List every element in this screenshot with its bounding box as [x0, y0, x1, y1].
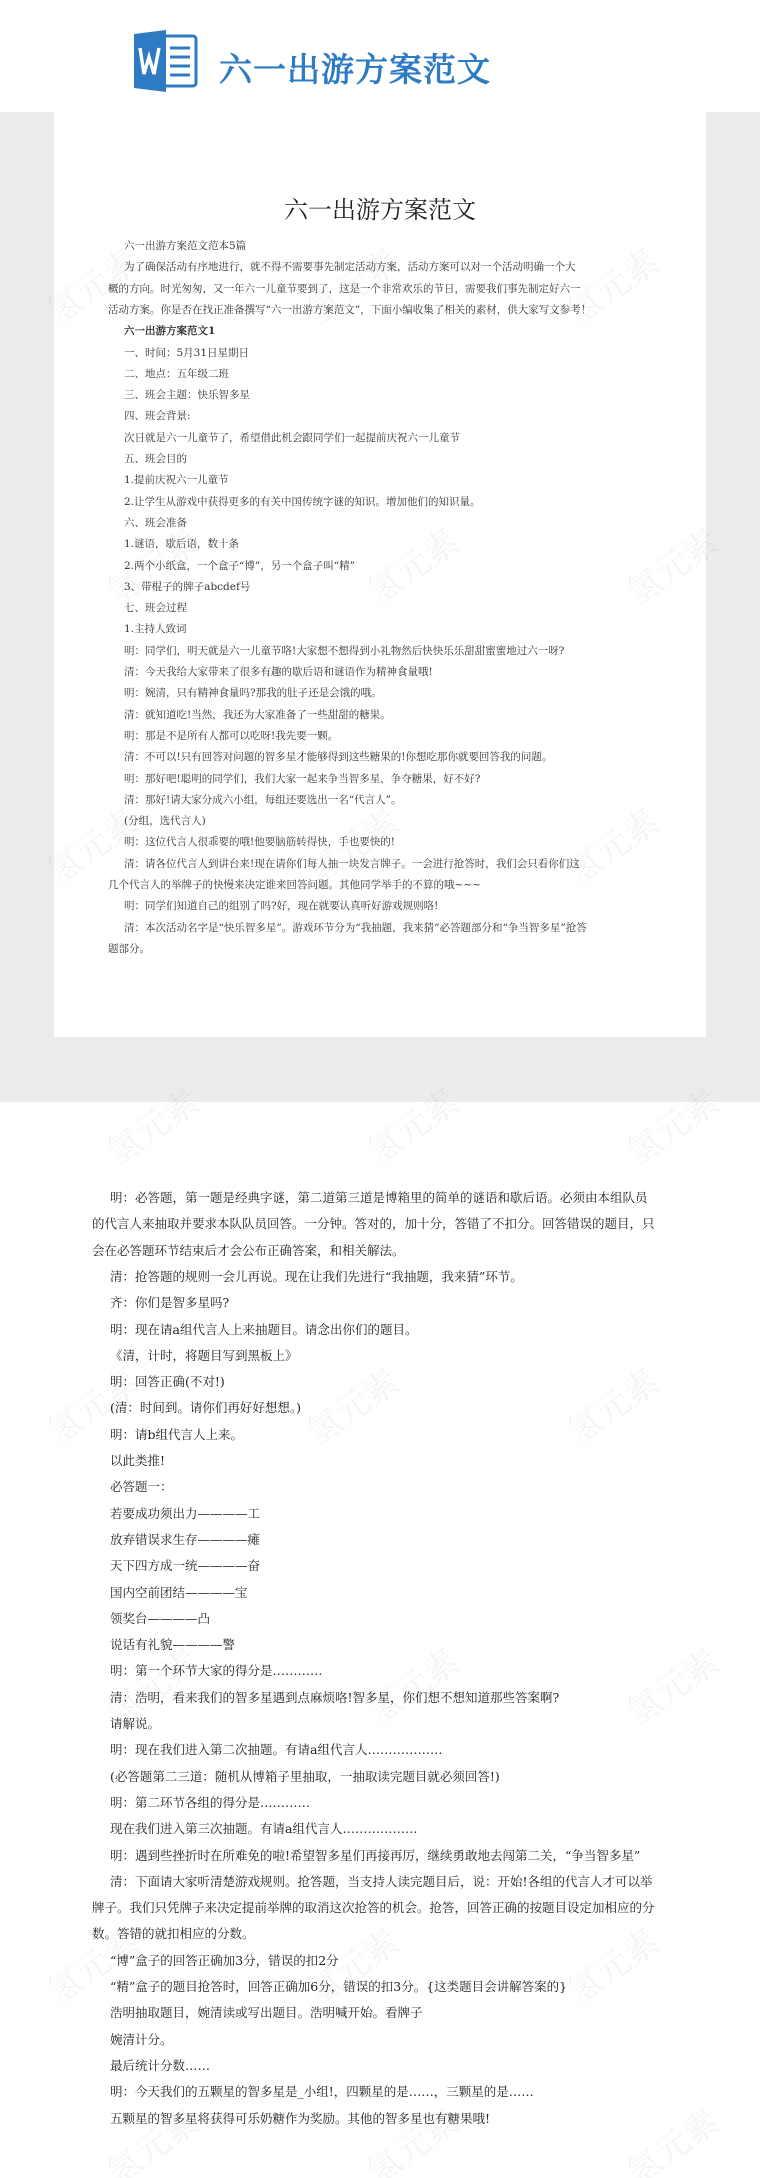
paragraph-line: 六一出游方案范文范本5篇 [124, 240, 247, 252]
paragraph-line: 三、班会主题：快乐智多星 [124, 389, 250, 402]
paragraph-line: 清：就知道吃!当然，我还为大家准备了一些甜甜的糖果。 [124, 708, 391, 721]
paragraph-line: 五、班会目的 [124, 453, 187, 465]
paragraph-line: 明：遇到些挫折时在所难免的啦!希望智多星们再接再厉，继续勇敢地去闯第二关，“争当智多星” [110, 1847, 641, 1863]
paragraph-line: 《清，计时，将题目写到黑板上》 [110, 1347, 298, 1363]
paragraph-line: 领奖台————凸 [110, 1610, 211, 1626]
paragraph-line: 明：必答题，第一题是经典字谜，第二道第三道是博箱里的简单的谜语和歇后语。必须由本组队员 [110, 1190, 648, 1205]
paragraph-line: 次日就是六一儿童节了，希望借此机会跟同学们一起提前庆祝六一儿童节 [124, 431, 460, 444]
paragraph-line: 2.让学生从游戏中获得更多的有关中国传统字谜的知识。增加他们的知识量。 [124, 495, 481, 508]
paragraph-line: 清：请各位代言人到讲台来!现在请你们每人抽一块发言牌子。一会进行抢答时，我们会只看你们这 [124, 857, 580, 870]
watermark-text [295, 1355, 407, 1454]
paragraph-line: 一、时间：5月31日星期日 [124, 346, 250, 359]
paragraph-line: 为了确保活动有序地进行，就不得不需要事先制定活动方案，活动方案可以对一个活动明确一个大 [124, 261, 576, 274]
watermark-text [615, 1635, 727, 1734]
paragraph-line: 明：同学们，明天就是六一儿童节咯!大家想不想得到小礼物然后快快乐乐甜甜蜜蜜地过六一呀? [124, 644, 565, 657]
document-title: 六一出游方案范文 [284, 196, 476, 224]
paragraph-line: 题部分。 [108, 942, 150, 955]
paragraph-line: 清：浩明，看来我们的智多星遇到点麻烦咯!智多星，你们想不想知道那些答案啊? [110, 1689, 560, 1705]
header-title: 六一出游方案范文 [219, 50, 491, 89]
paragraph-line: 数。答错的就扣相应的分数。 [92, 1926, 255, 1942]
paragraph-line: 明：第一个环节大家的得分是………… [110, 1663, 323, 1679]
paragraph-line: 明：那是不是所有人都可以吃呀!我先要一颗。 [124, 729, 339, 742]
watermark-text [615, 2095, 727, 2178]
paragraph-line: 1.主持人致词 [124, 623, 187, 636]
paragraph-line: 现在我们进入第三次抽题。有请a组代言人……………… [110, 1821, 418, 1837]
paragraph-line: (清：时间到。请你们再好好想想。) [110, 1400, 302, 1416]
paragraph-line: 清：本次活动名字是“快乐智多星”。游戏环节分为“我抽题，我来猜”必答题部分和“争当智多星”抢答 [124, 921, 587, 934]
paragraph-line: 齐：你们是智多星吗? [110, 1295, 230, 1311]
watermark-text [555, 1355, 667, 1454]
watermark-text [555, 1915, 667, 2014]
word-document-icon [132, 30, 200, 92]
paragraph-line: 最后统计分数…… [110, 2057, 211, 2073]
header [0, 0, 760, 112]
paragraph-line: “精”盒子的题目抢答时，回答正确加6分，错误的扣3分。{这类题目会讲解答案的} [110, 1979, 568, 1994]
paragraph-line: 明：婉清，只有精神食量吗?那我的肚子还是会饿的哦。 [124, 687, 382, 700]
paragraph-line: 几个代言人的举牌子的快慢来决定谁来回答问题。其他同学举手的不算的哦~~~ [108, 879, 481, 891]
paragraph-line: 婉清计分。 [110, 2031, 173, 2047]
watermark-text [355, 1635, 467, 1734]
paragraph-line: 清：下面请大家听清楚游戏规则。抢答题，当支持人读完题目后，说：开始!各组的代言人才可以举 [110, 1873, 653, 1889]
paragraph-line: 四、班会背景: [124, 410, 191, 423]
paragraph-line: 牌子。我们只凭牌子来决定提前举牌的取消这次抢答的机会。抢答，回答正确的按题目设定加相应的分 [92, 1900, 655, 1916]
paragraph-line: 3、带棍子的牌子abcdef号 [124, 580, 251, 593]
paragraph-line: 明：现在请a组代言人上来抽题目。请念出你们的题目。 [110, 1321, 418, 1337]
document-page-1 [54, 112, 706, 1037]
paragraph-line: 必答题一： [110, 1479, 173, 1495]
paragraph-line: (必答题第二三道：随机从博箱子里抽取，一抽取读完题目就必须回答!) [110, 1768, 500, 1784]
paragraph-line: 以此类推! [110, 1453, 166, 1468]
paragraph-line: 明：现在我们进入第二次抽题。有请a组代言人……………… [110, 1742, 443, 1758]
paragraph-line: 若要成功须出力————工 [110, 1505, 261, 1521]
paragraph-line: 国内空前团结————宝 [110, 1584, 248, 1600]
paragraph-line: 六一出游方案范文1 [124, 325, 216, 338]
paragraph-line: 二、地点：五年级二班 [124, 367, 229, 380]
paragraph-line: 明：那好吧!聪明的同学们，我们大家一起来争当智多星，争夺糖果，好不好? [124, 772, 481, 785]
paragraph-line: 清：不可以!只有回答对问题的智多星才能够得到这些糖果的!你想吃那你就要回答我的问题。 [124, 751, 553, 764]
paragraph-line: 明：请b组代言人上来。 [110, 1426, 244, 1442]
paragraph-line: 明：同学们知道自己的组别了吗?好，现在就要认真听好游戏规则咯! [124, 900, 439, 913]
paragraph-line: 六、班会准备 [124, 516, 187, 529]
paragraph-line: 清：今天我给大家带来了很多有趣的歇后语和谜语作为精神食量哦! [124, 666, 433, 678]
paragraph-line: 清：那好!请大家分成六小组，每组还要选出一名“代言人”。 [124, 793, 402, 806]
paragraph-line: (分组，选代言人) [124, 815, 206, 828]
paragraph-line: 概的方向。时光匆匆，又一年六一儿童节要到了，这是一个非常欢乐的节日，需要我们事先制定好六一 [108, 282, 581, 295]
paragraph-line: 请解说。 [110, 1716, 161, 1731]
paragraph-line: “博”盒子的回答正确加3分，错误的扣2分 [110, 1952, 339, 1968]
paragraph-line: 的代言人来抽取并要求本队队员回答。一分钟。答对的，加十分，答错了不扣分。回答错误的题目，只 [92, 1216, 655, 1232]
paragraph-line: 1.谜语，歇后语，数十条 [124, 538, 240, 551]
paragraph-line: 清：抢答题的规则一会儿再说。现在让我们先进行“我抽题，我来猜”环节。 [110, 1268, 523, 1284]
paragraph-line: 五颗星的智多星将获得可乐奶糖作为奖励。其他的智多星也有糖果哦! [110, 2110, 491, 2126]
paragraph-line: 会在必答题环节结束后才会公布正确答案，和相关解法。 [92, 1242, 405, 1258]
paragraph-line: 说话有礼貌————警 [110, 1637, 236, 1653]
paragraph-line: 明：今天我们的五颗星的智多星是_小组!，四颗星的是……，三颗星的是…… [110, 2084, 534, 2100]
paragraph-line: 七、班会过程 [124, 602, 187, 615]
paragraph-line: 活动方案。你是否在找正准备撰写“六一出游方案范文”，下面小编收集了相关的素材，供大家写文参考！ [108, 303, 592, 316]
paragraph-line: 明：回答正确(不对!) [110, 1374, 225, 1390]
paragraph-line: 天下四方成一统————奋 [110, 1558, 261, 1574]
paragraph-line: 浩明抽取题目，婉清读或写出题目。浩明喊开始。看牌子 [110, 2005, 423, 2021]
paragraph-line: 明：第二环节各组的得分是………… [110, 1794, 311, 1810]
paragraph-line: 明：这位代言人很乖要的哦!他要脑筋转得快，手也要快的! [124, 836, 395, 849]
paragraph-line: 2.两个小纸盒，一个盒子“博”，另一个盒子叫“精” [124, 559, 355, 572]
paragraph-line: 1.提前庆祝六一儿童节 [124, 474, 229, 487]
paragraph-line: 放弃错误求生存————瘫 [110, 1531, 261, 1547]
